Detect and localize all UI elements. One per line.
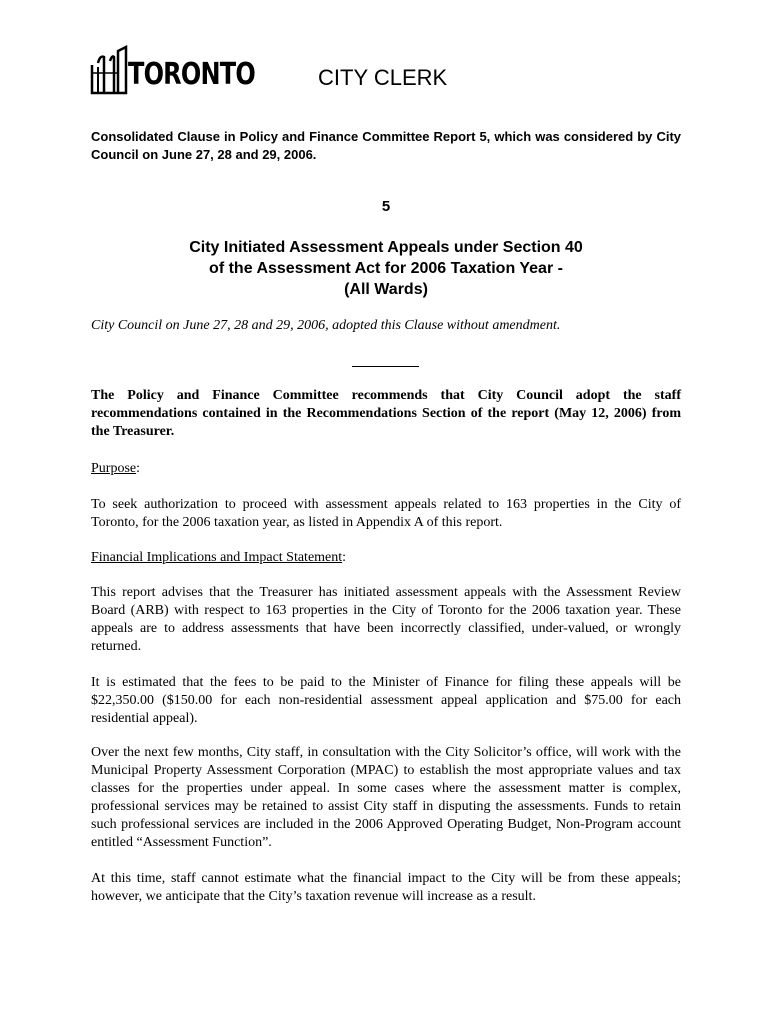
logo-wordmark: TORONTO (128, 57, 255, 92)
financial-paragraph: At this time, staff cannot estimate what the financial impact to the City will be from these appeals; however, we anticipate that the City’s taxation revenue will increase as a result. (91, 871, 681, 904)
clause-title-line: of the Assessment Act for 2006 Taxation Year - (209, 260, 563, 277)
toronto-logo (90, 45, 255, 97)
separator-rule (352, 366, 419, 367)
consolidated-note: Consolidated Clause in Policy and Finance Committee Report 5, which was considered by City Council on June 27, 28 and 29, 2006. (91, 129, 681, 162)
financial-paragraph: Over the next few months, City staff, in consultation with the City Solicitor’s office, will work with the Municipal Property Assessment Corporation (MPAC) to establish the most appropriate values and tax classes for the properties under appeal. In some cases where the assessment matter is complex, professional services may be retained to assist City staff in disputing the assessments. Funds to retain such professional services are included in the 2006 Approved Operating Budget, Non-Program account entitled “Assessment Function”. (91, 745, 681, 850)
financial-heading-line (91, 549, 681, 567)
department-title: CITY CLERK (318, 65, 448, 90)
purpose-heading-suffix: : (136, 461, 141, 476)
city-hall-icon (90, 45, 130, 97)
financial-paragraph: This report advises that the Treasurer has initiated assessment appeals with the Assessment Review Board (ARB) with respect to 163 properties in the City of Toronto for the 2006 taxation year. These appeals are to address assessments that have been incorrectly classified, under-valued, or wrongly returned. (91, 585, 681, 654)
clause-title-line: City Initiated Assessment Appeals under Section 40 (189, 239, 583, 256)
financial-heading-suffix: : (342, 550, 347, 565)
clause-title (91, 237, 681, 300)
purpose-paragraph: To seek authorization to proceed with assessment appeals related to 163 properties in the City of Toronto, for the 2006 taxation year, as listed in Appendix A of this report. (91, 497, 681, 530)
financial-heading: Financial Implications and Impact Statement (91, 550, 343, 565)
clause-title-line: (All Wards) (344, 281, 428, 298)
item-number: 5 (381, 198, 391, 215)
purpose-heading-line (91, 460, 681, 478)
adoption-note: City Council on June 27, 28 and 29, 2006, adopted this Clause without amendment. (91, 318, 561, 333)
financial-paragraph: It is estimated that the fees to be paid to the Minister of Finance for filing these appeals will be $22,350.00 ($150.00 for each non-residential assessment appeal application and $75.00 for each residential appeal). (91, 675, 681, 726)
purpose-heading: Purpose (91, 461, 137, 476)
committee-recommendation: The Policy and Finance Committee recommends that City Council adopt the staff recommendations contained in the Recommendations Section of the report (May 12, 2006) from the Treasurer. (91, 388, 681, 439)
